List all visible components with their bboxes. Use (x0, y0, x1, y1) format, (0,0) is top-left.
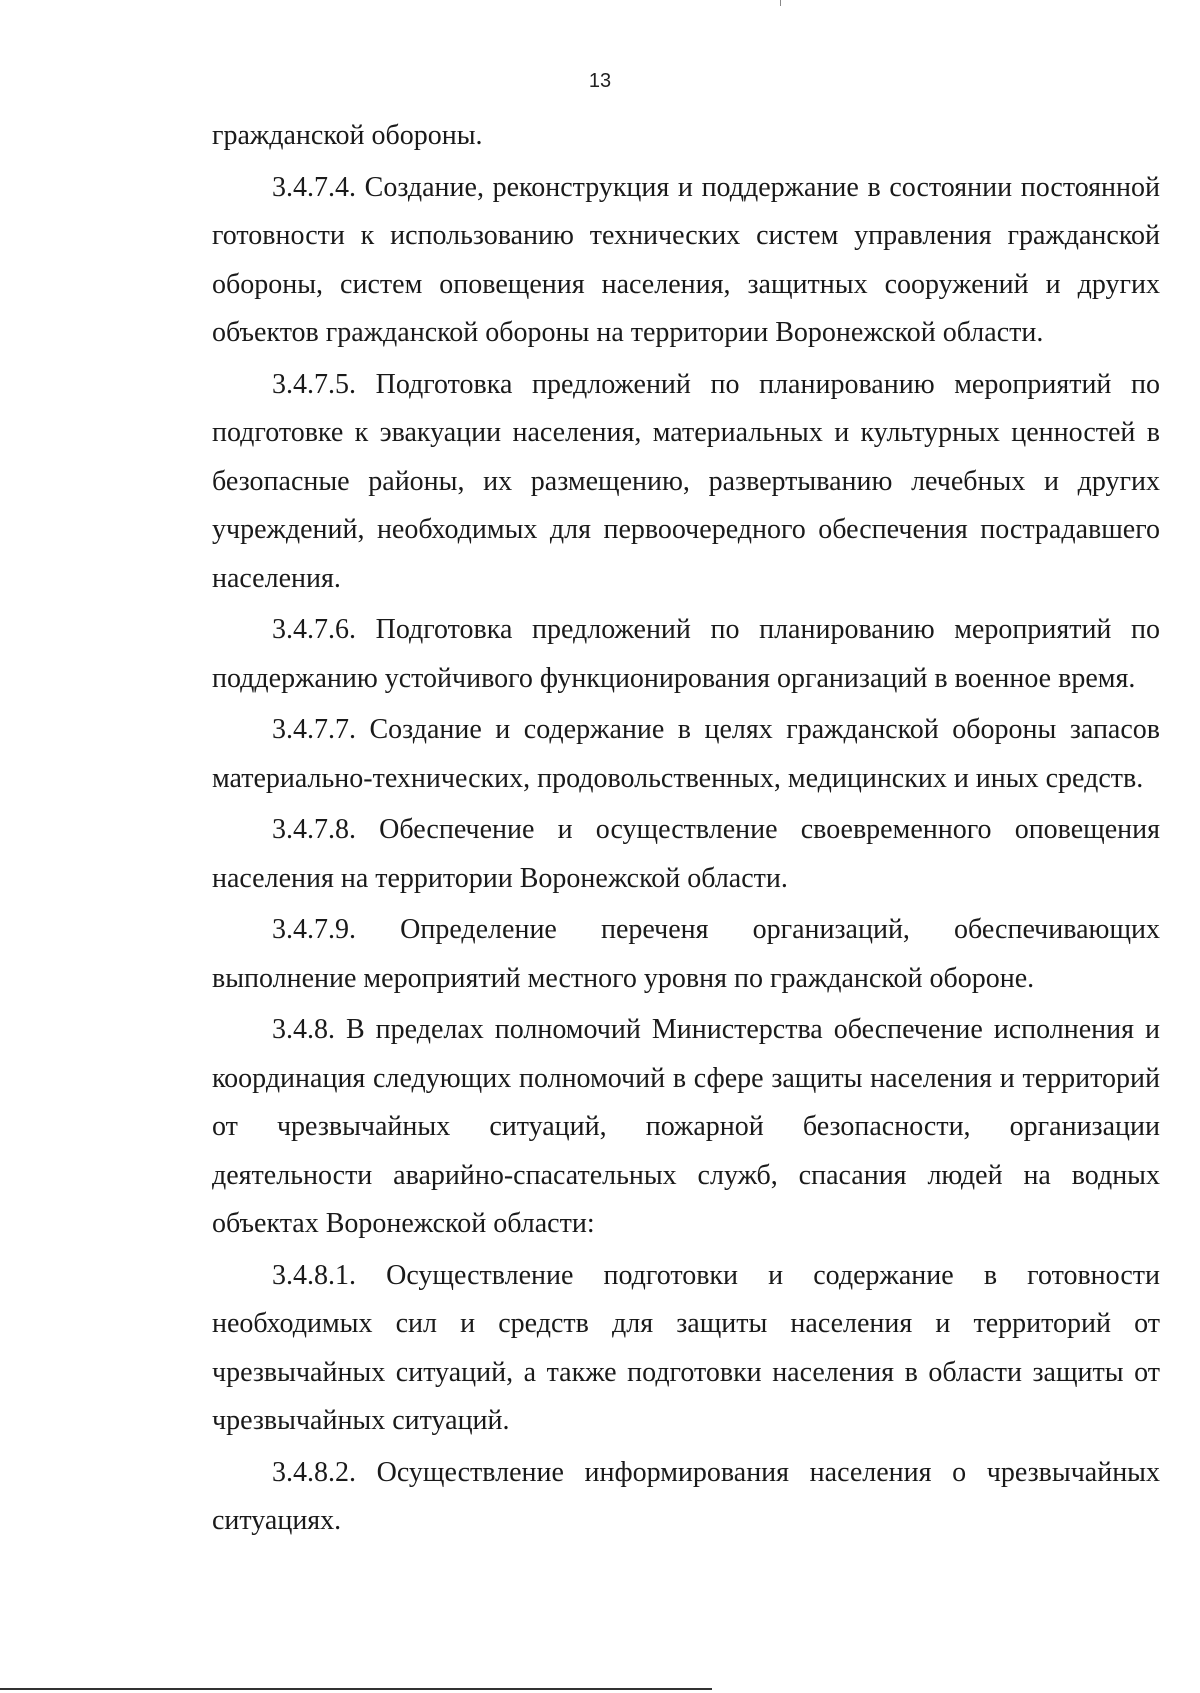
paragraph-3-4-8-1: 3.4.8.1. Осуществление подготовки и содержание в готовности необходимых сил и средств для защиты населения и территорий от чрезвычайных ситуаций, а также подготовки населения в области защиты от чрезвычайных ситуаций. (212, 1259, 1160, 1436)
page-number: 13 (588, 70, 612, 92)
paragraph-3-4-7-5: 3.4.7.5. Подготовка предложений по планированию мероприятий по подготовке к эвакуации населения, материальных и культурных ценностей в безопасные районы, их размещению, развертыванию лечебных и других учреждений, необходимых для первоочередного обеспечения пострадавшего населения. (212, 368, 1160, 594)
page-bottom-rule (0, 1688, 712, 1690)
scan-artifact (780, 0, 781, 6)
paragraph-3-4-8: 3.4.8. В пределах полномочий Министерства обеспечение исполнения и координация следующих полномочий в сфере защиты населения и территорий от чрезвычайных ситуаций, пожарной безопасности, организации деятельности аварийно-спасательных служб, спасания людей на водных объектах Воронежской области: (212, 1014, 1160, 1239)
paragraph-3-4-7-7: 3.4.7.7. Создание и содержание в целях гражданской обороны запасов материально-технических, продовольственных, медицинских и иных средств. (212, 714, 1160, 794)
paragraph-3-4-7-8: 3.4.7.8. Обеспечение и осуществление своевременного оповещения населения на территории Воронежской области. (212, 814, 1160, 894)
paragraph-3-4-7-6: 3.4.7.6. Подготовка предложений по планированию мероприятий по поддержанию устойчивого функционирования организаций в военное время. (212, 614, 1160, 694)
paragraph-continuation: гражданской обороны. (212, 120, 483, 151)
paragraph-3-4-7-9: 3.4.7.9. Определение переченя организаций, обеспечивающих выполнение мероприятий местного уровня по гражданской обороне. (212, 914, 1160, 994)
document-body (212, 112, 1160, 1546)
paragraph-3-4-8-2: 3.4.8.2. Осуществление информирования населения о чрезвычайных ситуациях. (212, 1456, 1160, 1536)
paragraph-3-4-7-4: 3.4.7.4. Создание, реконструкция и поддержание в состоянии постоянной готовности к использованию технических систем управления гражданской обороны, систем оповещения населения, защитных сооружений и других объектов гражданской обороны на территории Воронежской области. (212, 171, 1160, 348)
